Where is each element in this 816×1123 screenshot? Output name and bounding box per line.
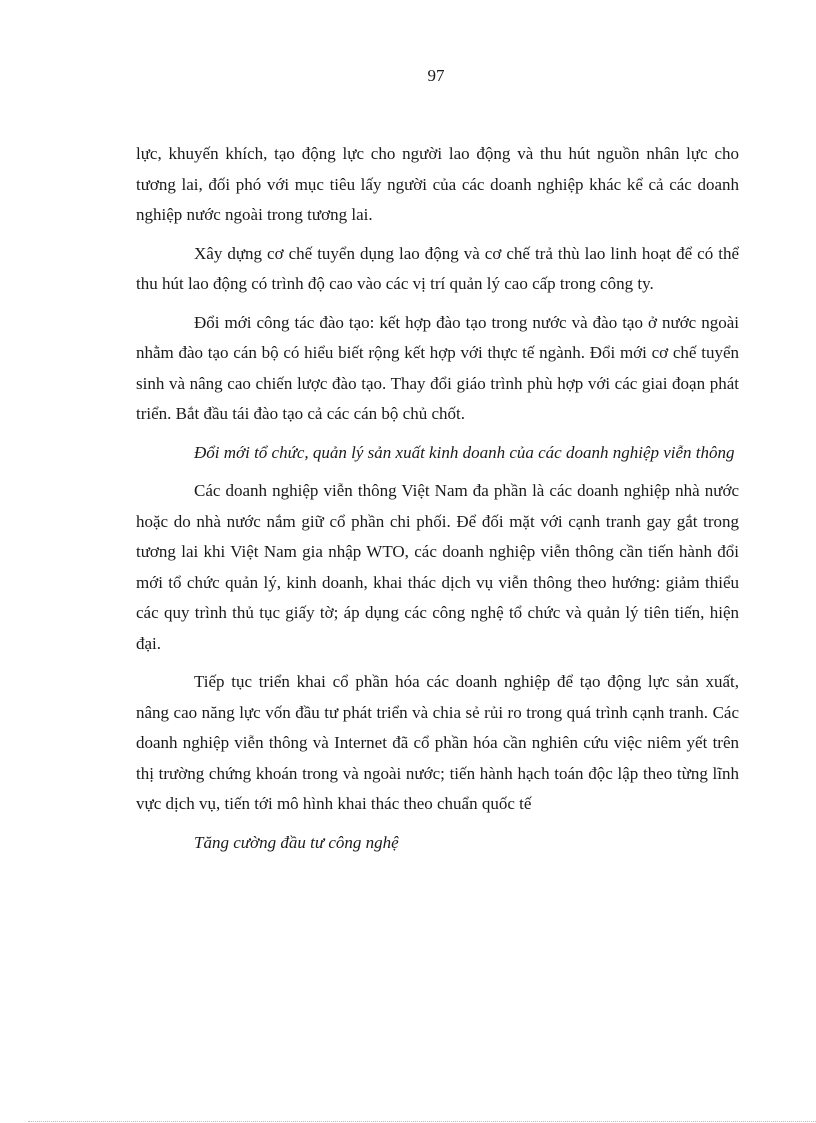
paragraph: Tiếp tục triển khai cổ phần hóa các doanh nghiệp để tạo động lực sản xuất, nâng cao năng lực vốn đầu tư phát triển và chia sẻ rủi ro trong quá trình cạnh tranh. Các doanh nghiệp viễn thông và Internet đã cổ phần hóa cần nghiên cứu việc niêm yết trên thị trường chứng khoán trong và ngoài nước; tiến hành hạch toán độc lập theo từng lĩnh vực dịch vụ, tiến tới mô hình khai thác theo chuẩn quốc tế <box>136 672 739 813</box>
section-heading: Đổi mới tổ chức, quản lý sản xuất kinh doanh của các doanh nghiệp viễn thông <box>194 442 735 462</box>
section-heading: Tăng cường đầu tư công nghệ <box>194 832 399 852</box>
paragraph: Các doanh nghiệp viễn thông Việt Nam đa phần là các doanh nghiệp nhà nước hoặc do nhà nước nắm giữ cổ phần chi phối. Để đối mặt với cạnh tranh gay gắt trong tương lai khi Việt Nam gia nhập WTO, các doanh nghiệp viễn thông cần tiến hành đổi mới tổ chức quản lý, kinh doanh, khai thác dịch vụ viễn thông theo hướng: giảm thiểu các quy trình thủ tục giấy tờ; áp dụng các công nghệ tổ chức và quản lý tiên tiến, hiện đại. <box>136 481 739 653</box>
page-bottom-divider <box>28 1121 816 1122</box>
document-body <box>136 139 739 866</box>
paragraph: Đổi mới công tác đào tạo: kết hợp đào tạo trong nước và đào tạo ở nước ngoài nhằm đào tạo cán bộ có hiểu biết rộng kết hợp với thực tế ngành. Đổi mới cơ chế tuyển sinh và nâng cao chiến lược đào tạo. Thay đổi giáo trình phù hợp với các giai đoạn phát triển. Bắt đầu tái đào tạo cả các cán bộ chủ chốt. <box>136 312 739 423</box>
paragraph: Xây dựng cơ chế tuyển dụng lao động và cơ chế trả thù lao linh hoạt để có thể thu hút lao động có trình độ cao vào các vị trí quản lý cao cấp trong công ty. <box>136 243 739 293</box>
paragraph: lực, khuyến khích, tạo động lực cho người lao động và thu hút nguồn nhân lực cho tương lai, đối phó với mục tiêu lấy người của các doanh nghiệp khác kể cả các doanh nghiệp nước ngoài trong tương lai. <box>136 144 739 224</box>
page-number: 97 <box>427 66 445 85</box>
